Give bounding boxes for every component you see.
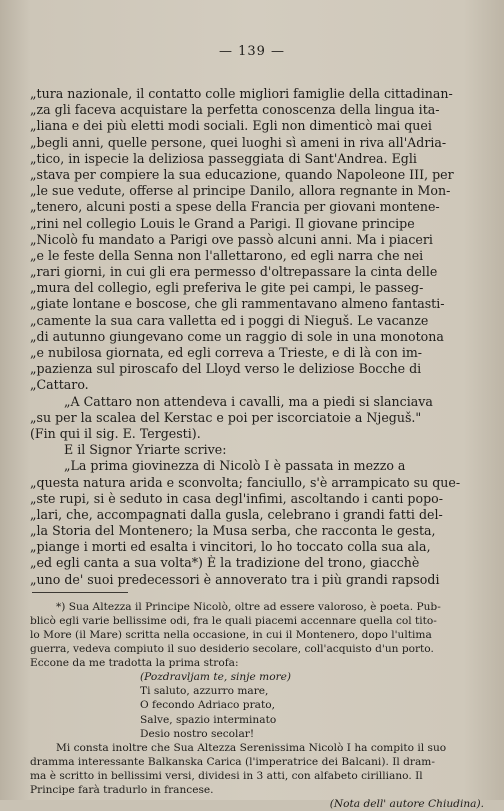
text-line: „ste rupi, si è seduto in casa degl'infimi, ascoltando i canti popo- (30, 490, 443, 506)
text-line: „lari, che, accompagnati dalla gusla, celebrano i grandi fatti del- (30, 506, 443, 522)
footnote-line: blicò egli varie bellissime odi, fra le quali piacemi accennare quella col tito- (30, 614, 437, 627)
footnote-line: dramma interessante Balkanska Carica (l'imperatrice dei Balcani). Il dram- (30, 755, 435, 768)
footnote-line: *) Sua Altezza il Principe Nicolò, oltre ad essere valoroso, è poeta. Pub- (56, 600, 441, 613)
text-line: „le sue vedute, offerse al principe Danilo, allora regnante in Mon- (30, 183, 451, 199)
main-text (30, 86, 490, 811)
footnote-line: guerra, vedeva compiuto il suo desiderio secolare, coll'acquisto d'un porto. (30, 643, 434, 656)
text-line: „e nubilosa giornata, ed egli correva a Trieste, e di là con im- (30, 345, 423, 360)
verse-line: Salve, spazio interminato (140, 713, 277, 726)
text-line: „Cattaro. (30, 377, 89, 393)
text-line: „camente la sua cara valletta ed i poggi di Nieguš. Le vacanze (30, 312, 429, 328)
text-line: „di autunno giungevano come un raggio di sole in una monotona (30, 328, 444, 344)
text-line: „uno de' suoi predecessori è annoverato tra i più grandi rapsodi (30, 571, 440, 587)
verse-line: Desio nostro secolar! (140, 727, 255, 740)
footnote-line: ma è scritto in bellissimi versi, dividesi in 3 atti, con alfabeto cirilliano. Il (30, 769, 423, 782)
verse-line: (Pozdravljam te, sinje more) (140, 671, 292, 684)
text-line: „begli anni, quelle persone, quei luoghi sì ameni in riva all'Adria- (30, 134, 447, 150)
text-line: „tenero, alcuni posti a spese della Francia per giovani montene- (30, 199, 440, 215)
footnote-line: Principe farà tradurlo in francese. (30, 784, 214, 797)
text-line: „e le feste della Senna non l'allettarono, ed egli narra che nei (30, 247, 424, 263)
text-line: „mura del collegio, egli preferiva le gite pei campi, le passeg- (30, 280, 424, 296)
text-line: (Fin qui il sig. E. Tergesti). (30, 425, 201, 441)
footnote-line: Mi consta inoltre che Sua Altezza Serenissima Nicolò I ha compito il suo (56, 741, 447, 754)
text-line: „la Storia del Montenero; la Musa serba, che racconta le gesta, (30, 523, 436, 539)
text-line: „piange i morti ed esalta i vincitori, lo ho toccato colla sua ala, (30, 539, 431, 555)
text-line: „La prima giovinezza di Nicolò I è passata in mezzo a (64, 458, 406, 474)
text-line: „Nicolò fu mandato a Parigi ove passò alcuni anni. Ma i piaceri (30, 231, 433, 247)
text-line: E il Signor Yriarte scrive: (64, 442, 227, 458)
author-note: (Nota dell' autore Chiudina). (329, 798, 484, 811)
text-line: „liana e dei più eletti modi sociali. Egli non dimenticò mai quei (30, 118, 432, 134)
text-line: „tico, in ispecie la deliziosa passeggiata di Sant'Andrea. Egli (30, 150, 417, 166)
page-number: — 139 — (218, 44, 286, 59)
footnote (30, 600, 490, 811)
text-line: „rini nel collegio Louis le Grand a Parigi. Il giovane principe (30, 215, 415, 231)
text-line: „giate lontane e boscose, che gli rammentavano almeno fantasti- (30, 296, 445, 312)
text-line: „questa natura arida e sconvolta; fanciullo, s'è arrampicato su que- (30, 474, 461, 490)
text-line: „tura nazionale, il contatto colle migliori famiglie della cittadinan- (30, 86, 453, 101)
text-line: „su per la scalea del Kerstac e poi per iscorciatoie a Njeguš." (30, 409, 422, 425)
verse-line: Ti saluto, azzurro mare, (140, 685, 269, 698)
text-line: „ed egli canta a sua volta*) È la tradizione del trono, giacchè (30, 555, 420, 571)
verse-line: O fecondo Adriaco prato, (140, 699, 275, 712)
footnote-line: Eccone da me tradotta la prima strofa: (30, 657, 239, 670)
text-line: „pazienza sul piroscafo del Lloyd verso le deliziose Bocche di (30, 361, 422, 377)
text-line: „stava per compiere la sua educazione, quando Napoleone III, per (30, 166, 454, 182)
text-line: „za gli faceva acquistare la perfetta conoscenza della lingua ita- (30, 102, 440, 118)
text-line: „rari giorni, in cui gli era permesso d'oltrepassare la cinta delle (30, 264, 438, 280)
footnote-line: lo More (il Mare) scritta nella occasione, in cui il Montenero, dopo l'ultima (30, 629, 432, 641)
text-line: „A Cattaro non attendeva i cavalli, ma a piedi si slanciava (64, 393, 433, 409)
footnote-divider (32, 592, 128, 593)
